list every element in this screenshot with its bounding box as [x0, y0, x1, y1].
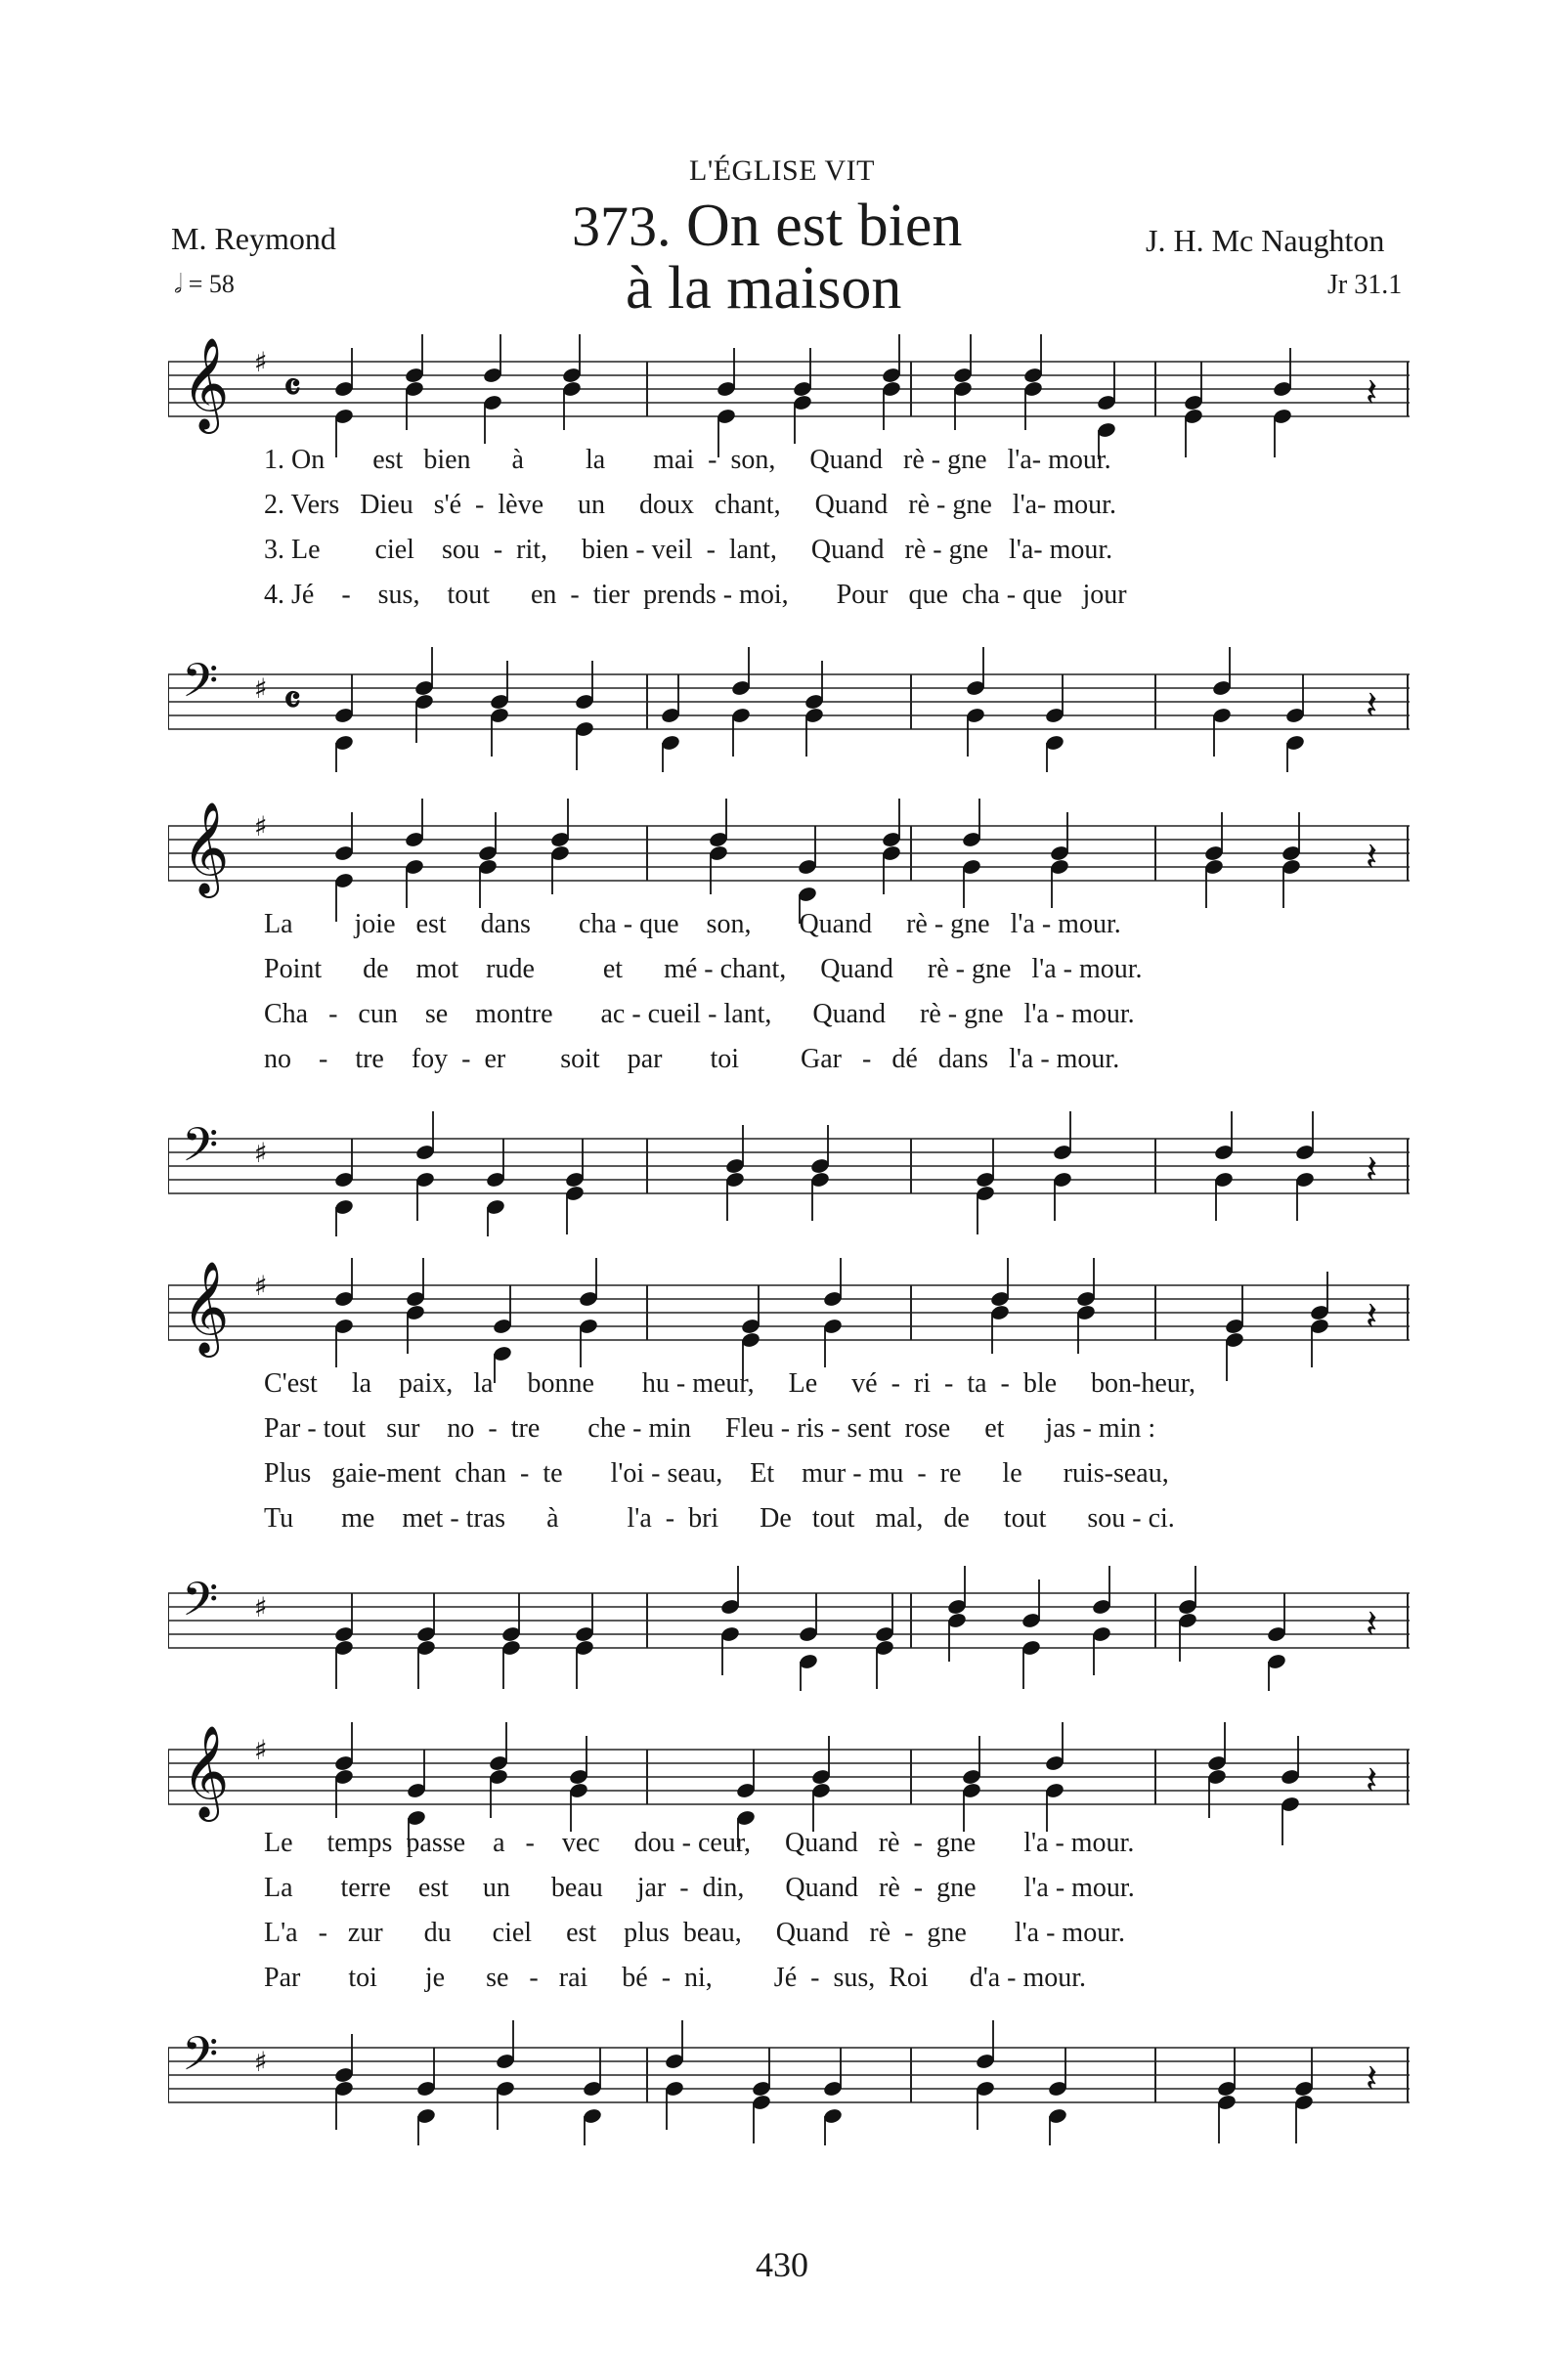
- bass-staff-drawing: [168, 1100, 1410, 1236]
- treble-staff-drawing: [168, 1246, 1410, 1383]
- lyric-verse-4: no - tre foy - er soit par toi Gar - dé dans l'a - mour.: [264, 1044, 1120, 1074]
- bass-staff-system-3: [168, 1554, 1410, 1691]
- lyric-verse-3: Cha - cun se montre ac - cueil - lant, Quand rè - gne l'a - mour.: [264, 999, 1135, 1029]
- treble-clef-icon: 𝄞: [182, 801, 230, 894]
- quarter-rest-icon: 𝄽: [1366, 370, 1378, 415]
- lyric-verse-4: Par toi je se - rai bé - ni, Jé - sus, Roi d'a - mour.: [264, 1963, 1087, 1993]
- sharp-icon: ♯: [254, 1137, 268, 1169]
- quarter-rest-icon: 𝄽: [1366, 683, 1378, 728]
- bass-staff-system-4: [168, 2009, 1410, 2145]
- lyric-verse-1: 1. On est bien à la mai - son, Quand rè - gne l'a- mour.: [264, 445, 1111, 475]
- bass-clef-icon: 𝄢: [182, 1117, 219, 1184]
- bass-staff-drawing: [168, 1554, 1410, 1691]
- hymn-title-line1: [572, 194, 962, 259]
- lyric-verse-3: Plus gaie-ment chan - te l'oi - seau, Et mur - mu - re le ruis-seau,: [264, 1458, 1169, 1489]
- sharp-icon: ♯: [254, 1591, 268, 1623]
- sharp-icon: ♯: [254, 1734, 268, 1766]
- composer: M. Reymond: [171, 221, 336, 256]
- author: J. H. Mc Naughton: [1146, 223, 1385, 258]
- quarter-rest-icon: 𝄽: [1366, 1147, 1378, 1192]
- lyric-verse-2: La terre est un beau jar - din, Quand rè - gne l'a - mour.: [264, 1873, 1135, 1903]
- bass-clef-icon: 𝄢: [182, 2026, 219, 2093]
- section-heading: L'ÉGLISE VIT: [689, 154, 875, 187]
- common-time-icon: 𝄴: [283, 677, 301, 723]
- treble-staff-system-3: [168, 1246, 1410, 1383]
- bass-clef-icon: 𝄢: [182, 653, 219, 719]
- sharp-icon: ♯: [254, 672, 268, 705]
- lyric-verse-1: Le temps passe a - vec dou - ceur, Quand rè - gne l'a - mour.: [264, 1828, 1135, 1858]
- hymn-title: On est bien: [686, 193, 963, 259]
- sharp-icon: ♯: [254, 1270, 268, 1302]
- treble-staff-system-2: [168, 787, 1410, 924]
- treble-clef-icon: 𝄞: [182, 1261, 230, 1354]
- quarter-rest-icon: 𝄽: [1366, 1758, 1378, 1803]
- bass-staff-drawing: [168, 2009, 1410, 2145]
- treble-clef-icon: 𝄞: [182, 337, 230, 430]
- lyric-verse-3: 3. Le ciel sou - rit, bien - veil - lant, Quand rè - gne l'a- mour.: [264, 535, 1113, 565]
- treble-staff-drawing: [168, 1710, 1410, 1847]
- treble-clef-icon: 𝄞: [182, 1725, 230, 1818]
- lyric-verse-2: Point de mot rude et mé - chant, Quand rè - gne l'a - mour.: [264, 954, 1143, 984]
- quarter-rest-icon: 𝄽: [1366, 835, 1378, 880]
- quarter-rest-icon: 𝄽: [1366, 2056, 1378, 2101]
- bass-staff-system-1: [168, 635, 1410, 772]
- hymn-title-line2: à la maison: [626, 255, 902, 322]
- treble-staff-system-4: [168, 1710, 1410, 1847]
- treble-staff-drawing: [168, 323, 1410, 459]
- lyric-verse-2: 2. Vers Dieu s'é - lève un doux chant, Quand rè - gne l'a- mour.: [264, 490, 1116, 520]
- lyric-verse-2: Par - tout sur no - tre che - min Fleu - ris - sent rose et jas - min :: [264, 1413, 1156, 1444]
- page-number: 430: [756, 2245, 808, 2284]
- treble-staff-system-1: [168, 323, 1410, 459]
- bass-staff-drawing: [168, 635, 1410, 772]
- hymn-number: 373.: [572, 195, 672, 258]
- treble-staff-drawing: [168, 787, 1410, 924]
- bass-staff-system-2: [168, 1100, 1410, 1236]
- lyric-verse-3: L'a - zur du ciel est plus beau, Quand rè - gne l'a - mour.: [264, 1918, 1125, 1948]
- scripture-reference: Jr 31.1: [1327, 270, 1403, 300]
- quarter-rest-icon: 𝄽: [1366, 1294, 1378, 1339]
- lyric-verse-4: 4. Jé - sus, tout en - tier prends - moi, Pour que cha - que jour: [264, 580, 1127, 610]
- bass-clef-icon: 𝄢: [182, 1572, 219, 1638]
- quarter-rest-icon: 𝄽: [1366, 1602, 1378, 1647]
- lyric-verse-1: C'est la paix, la bonne hu - meur, Le vé - ri - ta - ble bon-heur,: [264, 1368, 1196, 1399]
- sharp-icon: ♯: [254, 2046, 268, 2078]
- sharp-icon: ♯: [254, 346, 268, 378]
- lyric-verse-1: La joie est dans cha - que son, Quand rè - gne l'a - mour.: [264, 909, 1121, 939]
- sharp-icon: ♯: [254, 810, 268, 843]
- common-time-icon: 𝄴: [283, 365, 301, 411]
- lyric-verse-4: Tu me met - tras à l'a - bri De tout mal, de tout sou - ci.: [264, 1503, 1175, 1534]
- tempo-marking: 𝅗𝅥 = 58: [174, 270, 235, 298]
